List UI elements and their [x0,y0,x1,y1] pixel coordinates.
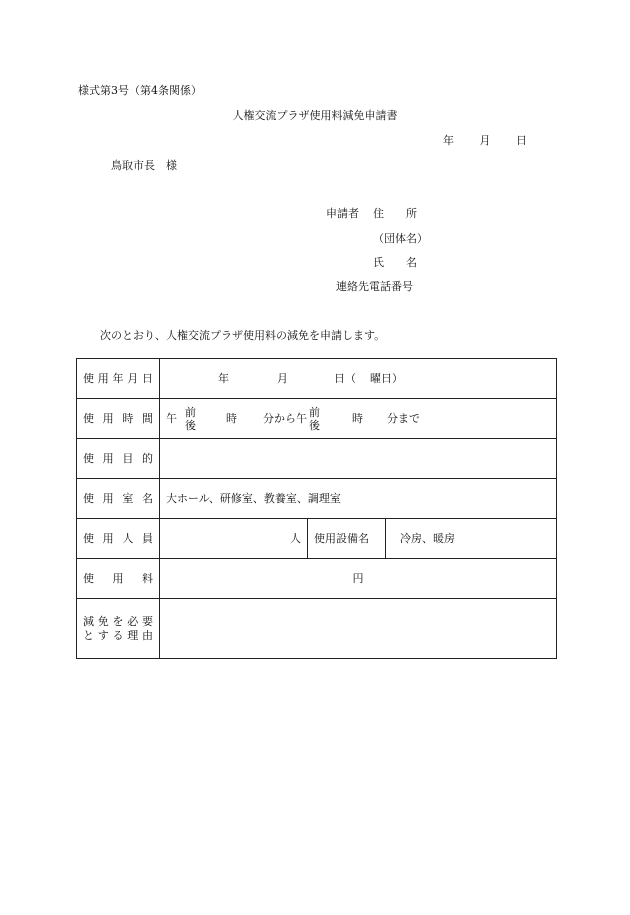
people-unit: 人 [290,531,301,545]
time-start-ampm: 前 後 [185,405,196,432]
form-title: 人権交流プラザ使用料減免申請書 [232,109,398,122]
usage-fee-field[interactable] [160,559,557,599]
applicant-label: 申請者 [326,207,359,220]
form-number: 様式第3号（第4条関係） [78,84,202,97]
time-end-ampm: 前 後 [309,405,320,432]
date-day-label: 日 [516,134,527,147]
usage-date-row [77,359,557,399]
reason-row [77,599,557,659]
time-end-minute: 分まで [387,411,420,425]
reason-label: 減 免 を 必 要 と す る 理 由 [77,599,160,659]
usage-fee-label: 使 用 料 [77,559,160,599]
usage-time-row [77,399,557,439]
usage-people-field[interactable] [160,519,308,559]
usage-time-field[interactable] [160,399,557,439]
usage-date-year: 年 [218,371,229,385]
usage-purpose-label: 使 用 目 的 [77,439,160,479]
usage-purpose-row [77,439,557,479]
usage-date-month: 月 [277,371,288,385]
time-end-am-label: 午 [296,411,307,425]
usage-date-weekday: 曜日） [370,371,403,385]
addressee: 鳥取市長 様 [111,159,177,172]
usage-people-label: 使 用 人 員 [77,519,160,559]
time-start-am-label: 午 [166,411,177,425]
usage-people-row [77,519,557,559]
time-end-hour: 時 [352,411,363,425]
usage-room-field[interactable]: 大ホール、研修室、教養室、調理室 [160,479,557,519]
fee-unit: 円 [352,571,364,585]
applicant-phone-label: 連絡先電話番号 [336,280,413,293]
reason-field[interactable] [160,599,557,659]
usage-room-row [77,479,557,519]
usage-time-label: 使 用 時 間 [77,399,160,439]
equipment-label: 使用設備名 [308,519,386,559]
date-year-label: 年 [443,134,454,147]
application-table [76,358,557,659]
application-date [443,134,527,148]
usage-date-field[interactable] [160,359,557,399]
usage-date-day: 日（ [334,371,356,385]
usage-room-label: 使 用 室 名 [77,479,160,519]
usage-fee-row [77,559,557,599]
applicant-name-label: 氏 名 [373,256,417,269]
equipment-field[interactable]: 冷房、暖房 [386,519,557,559]
applicant-group-label: （団体名） [373,232,428,245]
usage-purpose-field[interactable] [160,439,557,479]
statement: 次のとおり、人権交流プラザ使用料の減免を申請します。 [100,329,386,342]
date-month-label: 月 [479,134,491,147]
time-start-minute: 分から [263,411,296,425]
time-start-hour: 時 [226,411,237,425]
usage-date-label: 使 用 年 月 日 [77,359,160,399]
applicant-address-label: 住 所 [373,207,417,220]
